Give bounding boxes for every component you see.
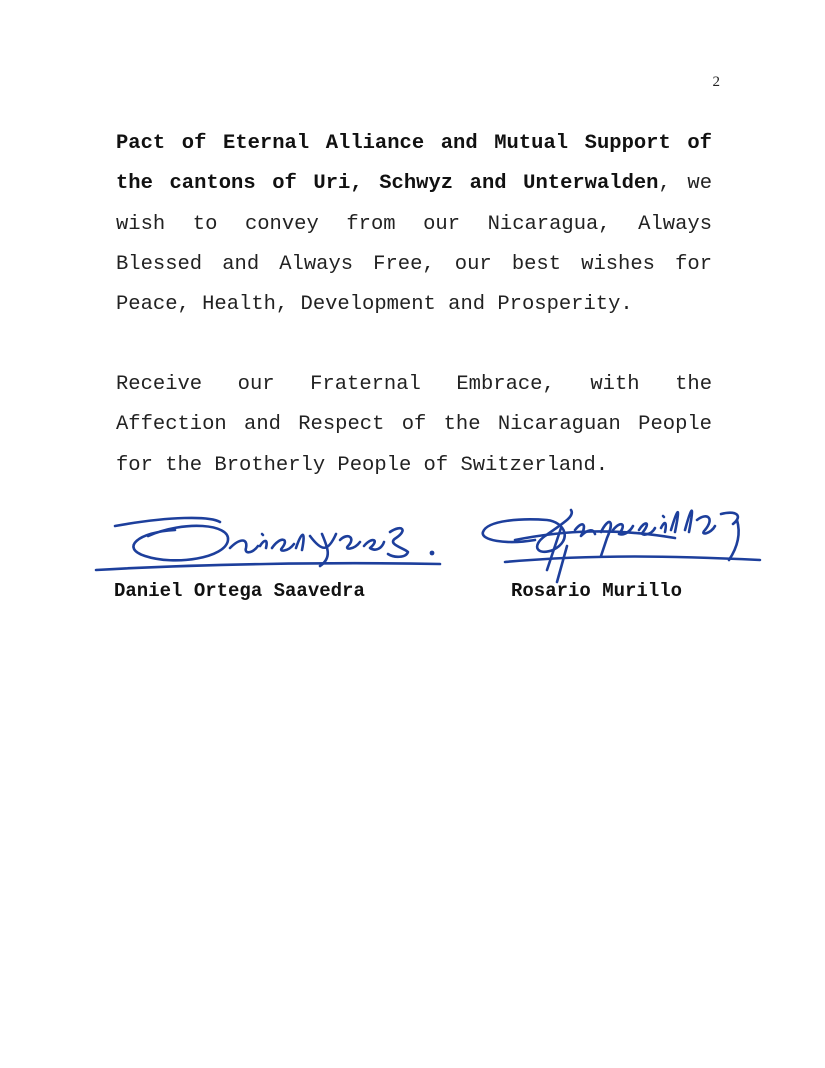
page-number: 2 bbox=[712, 74, 720, 90]
signer-name-murillo: Rosario Murillo bbox=[511, 580, 683, 602]
wishes-text: , we wish to convey from our Nicaragua, Always Blessed and Always Free, our best wishes for Peace, Health, Development and Prosperity. bbox=[116, 172, 712, 317]
signature-murillo bbox=[475, 490, 765, 590]
signer-name-ortega: Daniel Ortega Saavedra bbox=[114, 580, 365, 602]
signature-ortega bbox=[90, 508, 450, 578]
pact-title: Pact of Eternal Alliance and Mutual Support of the cantons of Uri, Schwyz and Unterwalden bbox=[116, 132, 712, 196]
letter-paragraph-embrace: Receive our Fraternal Embrace, with the Affection and Respect of the Nicaraguan People for the Brotherly People of Switzerland. bbox=[116, 373, 712, 477]
letter-paragraph-closing bbox=[116, 124, 712, 325]
